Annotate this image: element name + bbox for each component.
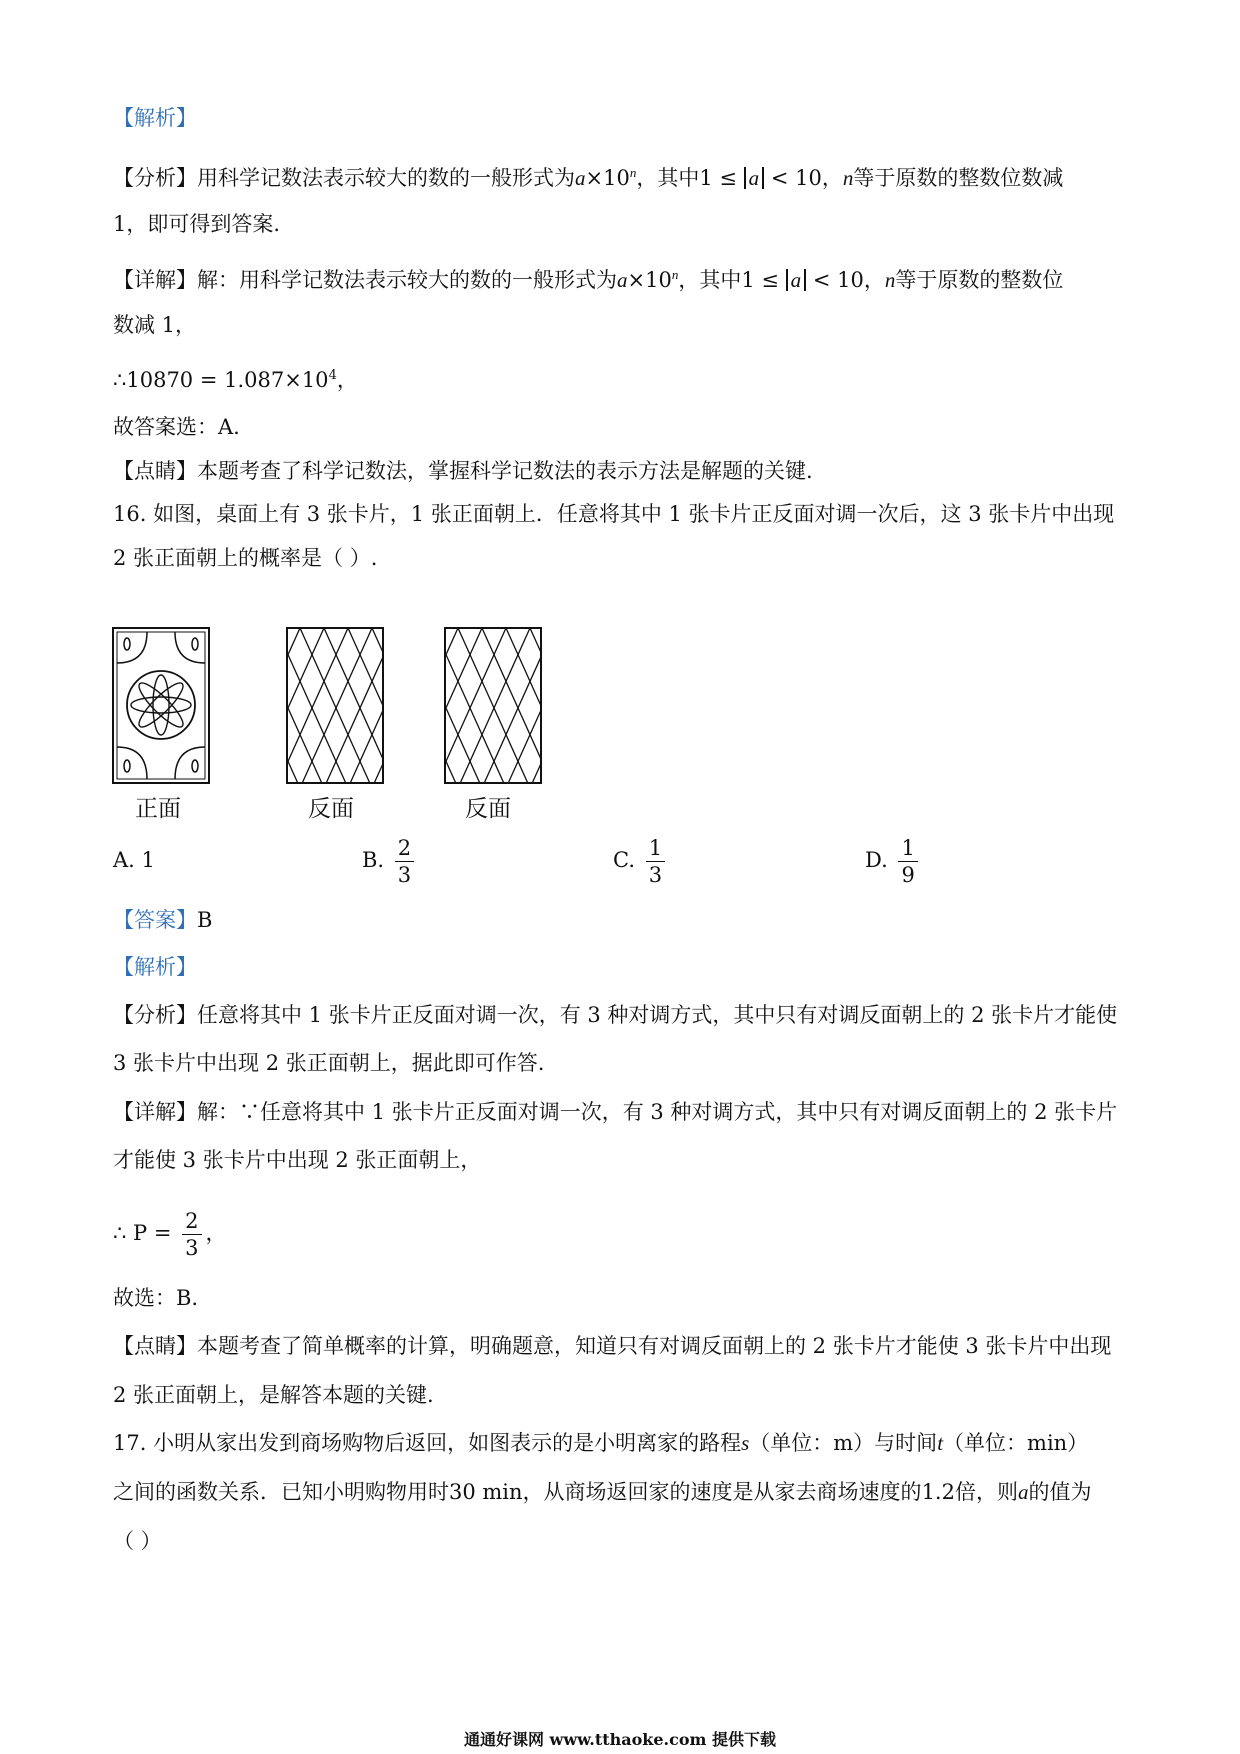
- q16-cards-figure: [105, 625, 565, 790]
- q17-line2: 之间的函数关系．已知小明购物用时30 min，从商场返回家的速度是从家去商场速度的1.2倍，则a的值为: [113, 1480, 1092, 1504]
- q16-xiangjie-line2: 才能使 3 张卡片中出现 2 张正面朝上，: [113, 1148, 482, 1172]
- q17-line1: 17. 小明从家出发到商场购物后返回，如图表示的是小明离家的路程s（单位：m）与时间t（单位：min）: [113, 1431, 1089, 1455]
- q16-jiexi-tag: 【解析】: [113, 955, 197, 979]
- option-a: A. 1: [113, 848, 155, 872]
- card-front: [113, 628, 209, 783]
- q16-answer: 故选：B.: [113, 1286, 199, 1310]
- q15-answer: 故答案选：A.: [113, 415, 240, 439]
- q15-xiangjie-tag: 【详解】: [113, 268, 197, 292]
- q16-fenxi-line1: 【分析】任意将其中 1 张卡片正反面对调一次，有 3 种对调方式，其中只有对调反面朝上的 2 张卡片才能使: [113, 1003, 1118, 1027]
- fraction: $\frac{1}{3}$: [646, 835, 665, 888]
- q15-jiexi-tag: 【解析】: [113, 106, 197, 130]
- option-c: C. $\frac{1}{3}$: [613, 830, 669, 890]
- q16-dianjing-tag: 【点睛】: [113, 1334, 197, 1358]
- card-label-back-2: 反面: [465, 796, 511, 822]
- q15-fenxi-line2: 1，即可得到答案.: [113, 212, 281, 236]
- fraction: $\frac{2}{3}$: [395, 835, 414, 888]
- q16-answer-line: 【答案】B: [113, 908, 213, 932]
- q16-xiangjie-line1: 【详解】解：∵任意将其中 1 张卡片正反面对调一次，有 3 种对调方式，其中只有对调反面朝上的 2 张卡片: [113, 1100, 1118, 1124]
- q16-stem-line2: 2 张正面朝上的概率是（ ）.: [113, 546, 378, 570]
- q16-stem-line1: 16. 如图，桌面上有 3 张卡片，1 张正面朝上．任意将其中 1 张卡片正反面对调一次后，这 3 张卡片中出现: [113, 502, 1115, 526]
- fraction: $\frac{2}{3}$: [182, 1208, 201, 1261]
- q17-line3: （ ）: [113, 1529, 162, 1553]
- q16-daan-tag: 【答案】: [113, 908, 197, 932]
- q15-dianjing-tag: 【点睛】: [113, 459, 197, 483]
- q16-dianjing-line1: 【点睛】本题考查了简单概率的计算，明确题意，知道只有对调反面朝上的 2 张卡片才能使 3 张卡片中出现: [113, 1334, 1112, 1358]
- sci-notation-form: a: [575, 166, 586, 190]
- card-label-back-1: 反面: [308, 796, 354, 822]
- q15-fenxi-line: 【分析】用科学记数法表示较大的数的一般形式为$a\times 10^n$，其中1 ≤ a < 10，n等于原数的整数位数减: [113, 165, 1064, 190]
- q16-fenxi-tag: 【分析】: [113, 1003, 197, 1027]
- abs-a: a: [744, 167, 765, 189]
- q16-probability: ∴ P = $\frac{2}{3}$ ，: [113, 1209, 227, 1260]
- q16-fenxi-line2: 3 张卡片中出现 2 张正面朝上，据此即可作答.: [113, 1051, 545, 1075]
- card-back-2: [220, 628, 565, 783]
- q15-equation: ∴10870 = $1.087\times 10^4$，: [113, 368, 358, 392]
- card-label-front: 正面: [135, 796, 181, 822]
- q16-dianjing-line2: 2 张正面朝上，是解答本题的关键.: [113, 1383, 434, 1407]
- abs-a-2: a: [786, 269, 807, 291]
- fraction: $\frac{1}{9}$: [898, 835, 917, 888]
- q15-xiangjie-line: 【详解】解：用科学记数法表示较大的数的一般形式为$a\times 10^n$，其中1 ≤ a < 10，n等于原数的整数位: [113, 267, 1064, 292]
- q15-xiangjie-line2: 数减 1，: [113, 313, 197, 337]
- option-d: D. $\frac{1}{9}$: [865, 830, 922, 890]
- option-b: B. $\frac{2}{3}$: [362, 830, 418, 890]
- q15-fenxi-tag: 【分析】: [113, 166, 197, 190]
- q15-dianjing: 【点睛】本题考查了科学记数法，掌握科学记数法的表示方法是解题的关键.: [113, 459, 813, 483]
- q16-xiangjie-tag: 【详解】: [113, 1100, 197, 1124]
- page-footer: 通通好课网 www.tthaoke.com 提供下载: [463, 1730, 777, 1749]
